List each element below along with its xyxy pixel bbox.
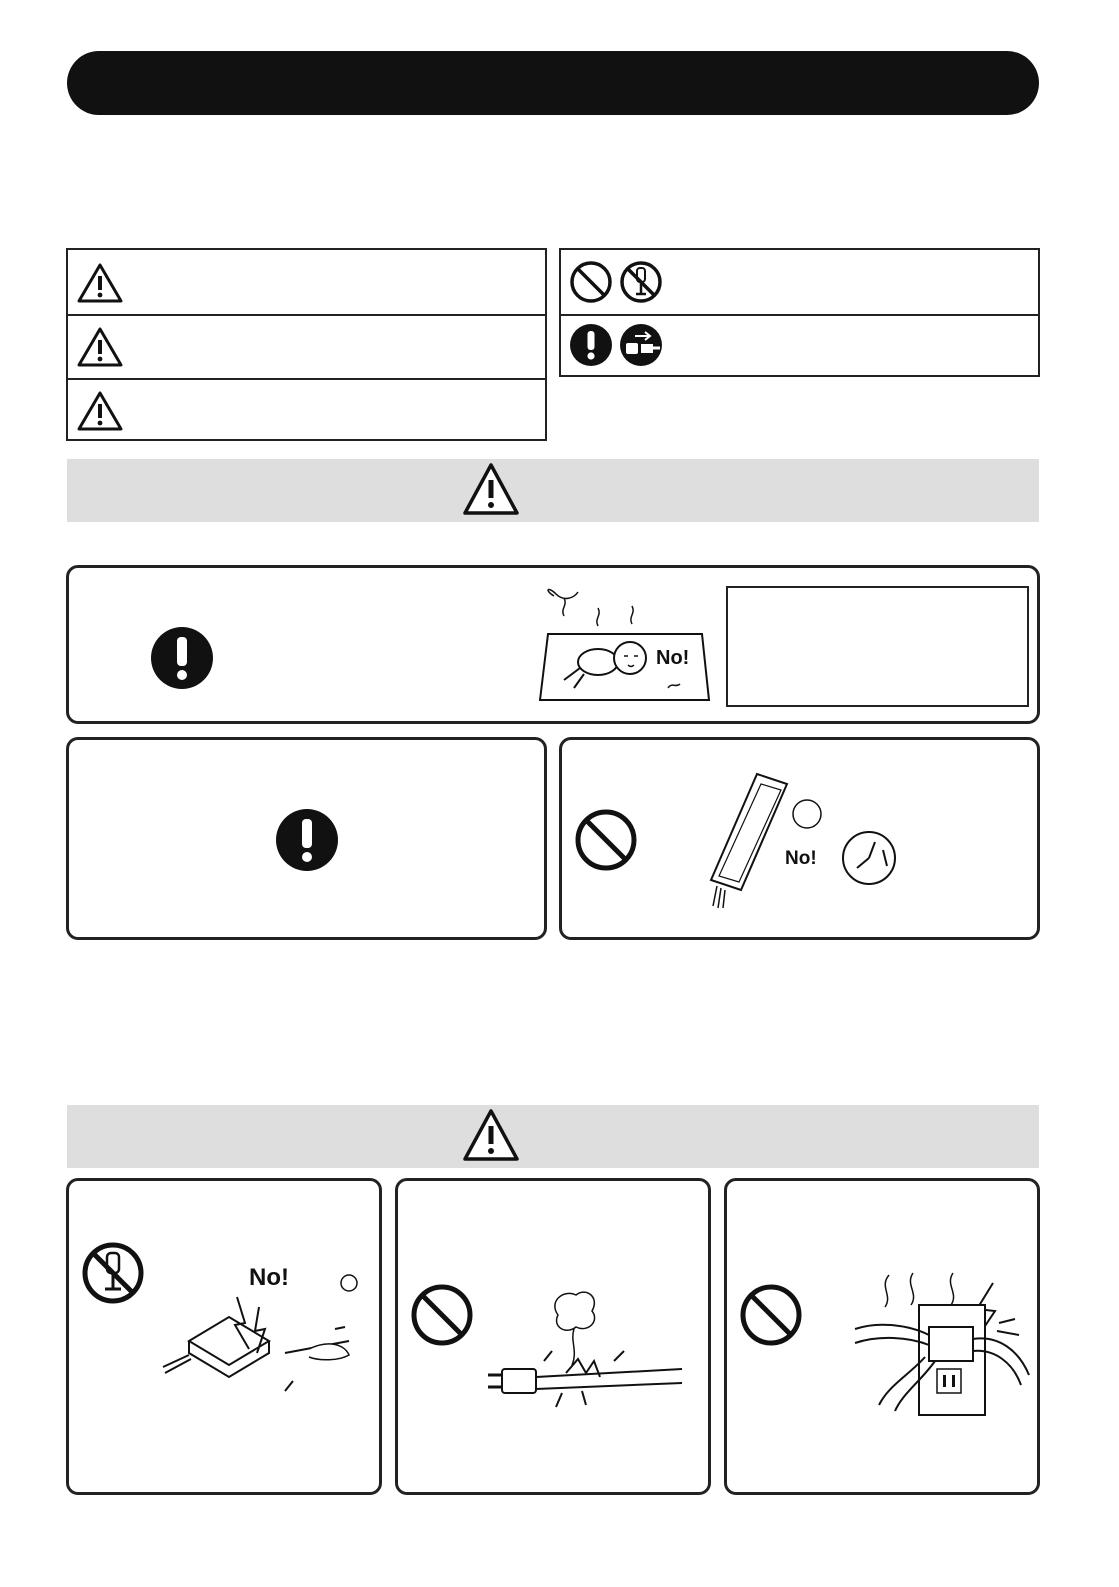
legend-row-3 [68, 378, 545, 442]
section-banner-caution [67, 1105, 1039, 1168]
caution-card-3 [724, 1178, 1040, 1495]
warning-triangle-icon [76, 262, 124, 304]
note-box [726, 586, 1029, 707]
legend-right [559, 248, 1040, 377]
warning-card-3 [559, 737, 1040, 940]
legend-left [66, 248, 547, 441]
disassembling-adapter-illustration [159, 1245, 374, 1405]
no-exclamation-label: No! [785, 848, 817, 869]
legend-row-1 [68, 250, 545, 316]
warning-card-1 [66, 565, 1040, 724]
legend-row-mandatory [561, 314, 1038, 378]
warning-triangle-icon [462, 1108, 520, 1162]
unplug-icon [619, 323, 663, 367]
overloaded-outlet-illustration [849, 1265, 1034, 1425]
damaged-cord-illustration [482, 1281, 694, 1421]
no-exclamation-label: No! [249, 1264, 289, 1291]
warning-triangle-icon [76, 390, 124, 432]
warning-triangle-icon [76, 326, 124, 368]
prohibition-icon [574, 808, 638, 872]
prohibition-icon [569, 260, 613, 304]
no-exclamation-label: No! [656, 647, 690, 669]
prohibition-icon [739, 1283, 803, 1347]
caution-card-2 [395, 1178, 711, 1495]
prohibition-icon [410, 1283, 474, 1347]
title-bar [67, 51, 1039, 115]
baby-on-heated-mat-illustration [534, 588, 714, 708]
adapter-timer-illustration [697, 770, 907, 910]
no-disassembly-icon [81, 1241, 145, 1305]
no-disassembly-icon [619, 260, 663, 304]
mandatory-action-icon [275, 808, 339, 872]
warning-triangle-icon [462, 462, 520, 516]
mandatory-action-icon [569, 323, 613, 367]
section-banner-warning [67, 459, 1039, 522]
mandatory-action-icon [150, 626, 214, 690]
caution-card-1 [66, 1178, 382, 1495]
warning-card-2 [66, 737, 547, 940]
legend-row-2 [68, 314, 545, 380]
legend-row-prohibit [561, 250, 1038, 316]
